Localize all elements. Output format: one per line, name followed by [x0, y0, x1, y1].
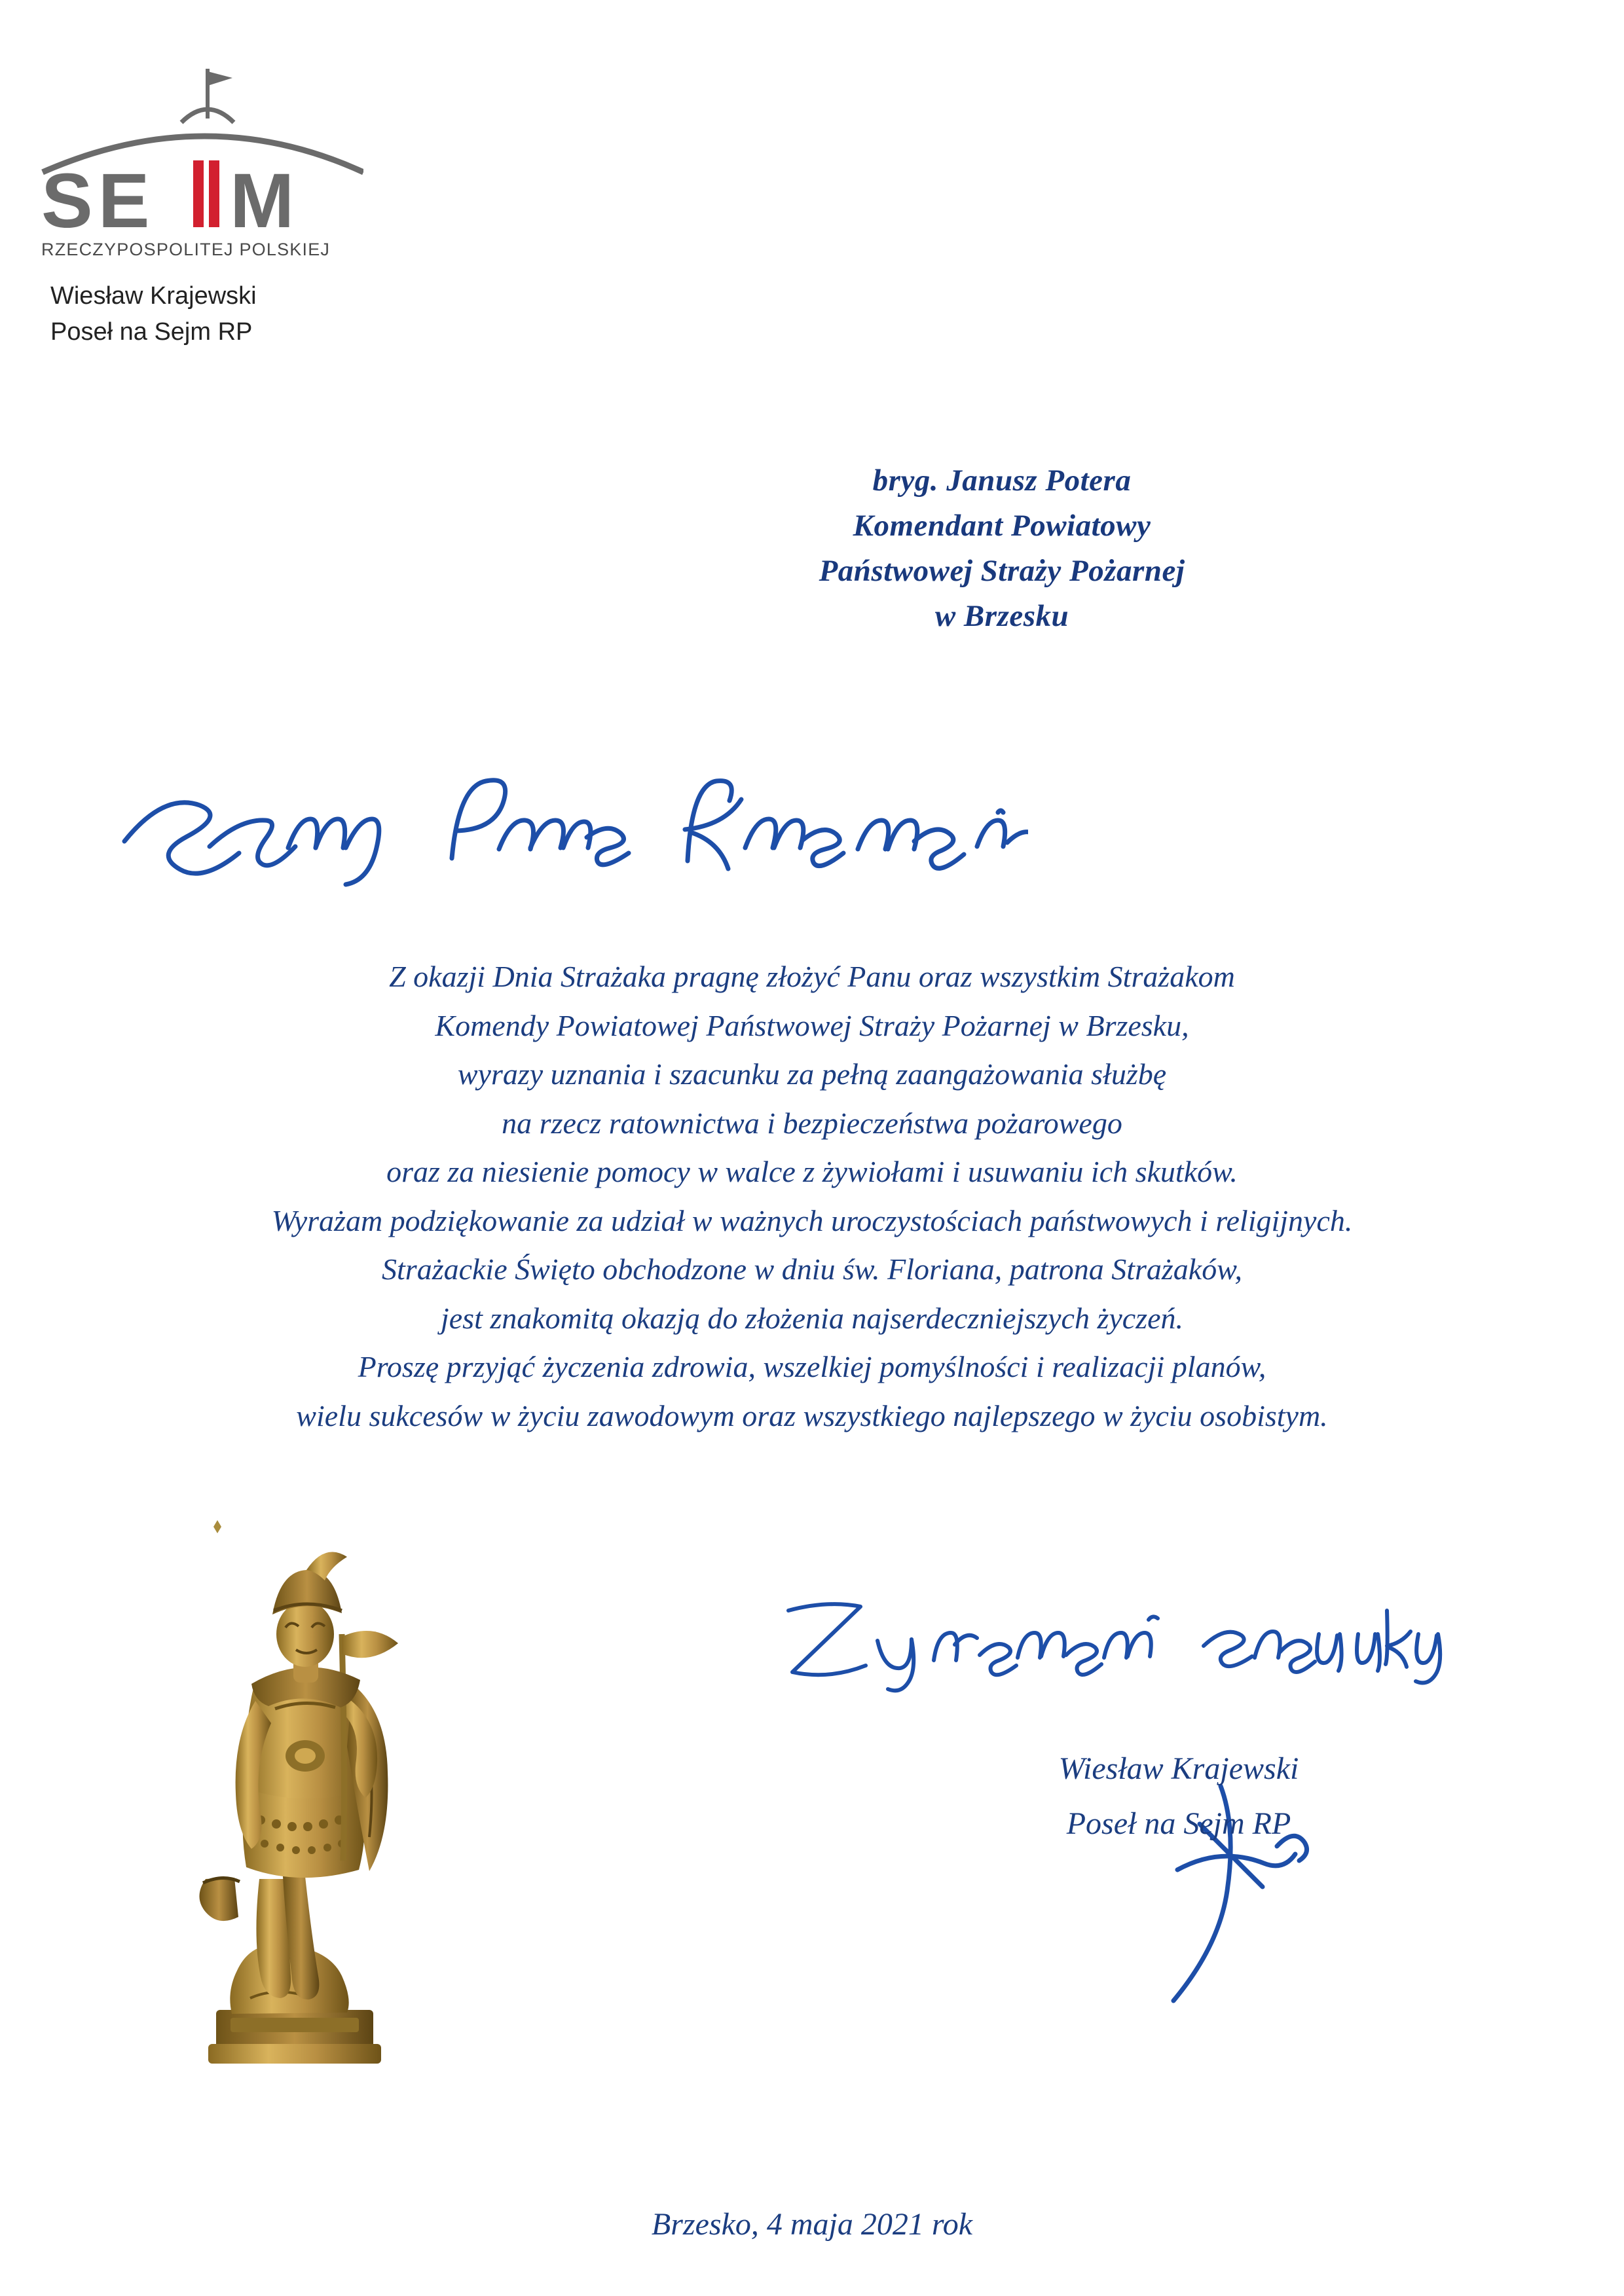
handwritten-salutation: [111, 769, 1028, 887]
body-line-8: jest znakomitą okazją do złożenia najserdeczniejszych życzeń.: [440, 1301, 1184, 1335]
sender-name: Wiesław Krajewski: [50, 282, 257, 310]
body-line-7: Strażackie Święto obchodzone w dniu św. Floriana, patrona Strażaków,: [382, 1252, 1242, 1286]
addressee-line-2: Komendant Powiatowy: [853, 509, 1151, 543]
signer-name: Wiesław Krajewski: [1058, 1751, 1299, 1786]
svg-text:M: M: [230, 158, 295, 232]
signature-block: [1008, 1741, 1349, 1851]
place-and-date: Brzesko, 4 maja 2021 rok: [651, 2207, 973, 2242]
body-line-2: Komendy Powiatowej Państwowej Straży Pożarnej w Brzesku,: [435, 1008, 1189, 1042]
body-line-6: Wyrażam podziękowanie za udział w ważnych uroczystościach państwowych i religijnych.: [271, 1203, 1353, 1237]
body-line-3: wyrazy uznania i szacunku za pełną zaangażowania służbę: [457, 1057, 1167, 1091]
sejm-emblem-icon: [36, 62, 442, 236]
saint-florian-statue-image: [177, 1512, 452, 2075]
body-line-9: Proszę przyjąć życzenia zdrowia, wszelkiej pomyślności i realizacji planów,: [358, 1350, 1266, 1384]
addressee-line-4: w Brzesku: [934, 599, 1069, 634]
logo-subtitle: RZECZYPOSPOLITEJ POLSKIEJ: [41, 240, 331, 259]
addressee-line-3: Państwowej Straży Pożarnej: [819, 554, 1185, 589]
body-line-1: Z okazji Dnia Strażaka pragnę złożyć Panu oraz wszystkim Strażakom: [389, 960, 1235, 993]
body-line-10: wielu sukcesów w życiu zawodowym oraz wszystkiego najlepszego w życiu osobistym.: [296, 1398, 1328, 1432]
sender-role: Poseł na Sejm RP: [50, 318, 253, 346]
addressee-line-1: bryg. Janusz Potera: [872, 464, 1132, 498]
svg-text:SE: SE: [41, 158, 155, 232]
body-line-4: na rzecz ratownictwa i bezpieczeństwa pożarowego: [502, 1106, 1122, 1140]
signer-role: Poseł na Sejm RP: [1066, 1806, 1291, 1841]
body-line-5: oraz za niesienie pomocy w walce z żywiołami i usuwaniu ich skutków.: [386, 1155, 1238, 1189]
letter-body: [85, 953, 1539, 1440]
addressee-block: [694, 458, 1310, 639]
letterhead: [36, 62, 442, 350]
handwritten-closing: [779, 1597, 1467, 1696]
